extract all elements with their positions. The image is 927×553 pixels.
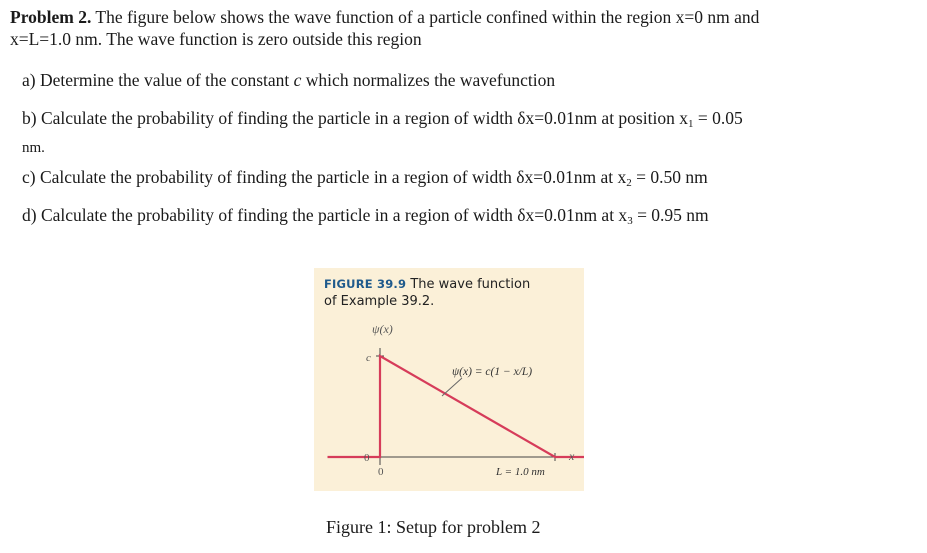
problem-text-2: x=L=1.0 nm. The wave function is zero outside this region: [10, 29, 422, 49]
x-tick-zero: 0: [378, 466, 384, 478]
part-b-value: = 0.05: [693, 108, 743, 128]
part-c-value: = 0.50 nm: [631, 167, 708, 187]
y-tick-c: c: [366, 352, 371, 364]
part-a-suffix: which normalizes the wavefunction: [301, 70, 556, 90]
formula-pointer: [442, 378, 462, 396]
figure-caption: Figure 1: Setup for problem 2: [326, 517, 541, 537]
part-c-sub: 2: [626, 177, 632, 189]
wave-formula: ψ(x) = c(1 − x/L): [452, 366, 533, 378]
part-b: [22, 107, 902, 159]
figure-title: The wave function: [410, 277, 531, 292]
figure-panel: [314, 268, 584, 491]
part-a-prefix: a) Determine the value of the constant: [22, 70, 294, 90]
problem-statement: [10, 6, 915, 50]
wave-function-plot: [314, 268, 584, 491]
y-axis-label: ψ(x): [372, 322, 393, 336]
part-c-text: c) Calculate the probability of finding the particle in a region of width δx=0.01nm at x: [22, 167, 627, 187]
part-a-var: c: [293, 70, 302, 90]
figure-title-2: of Example 39.2.: [324, 294, 435, 309]
problem-text-1: The figure below shows the wave function of a particle confined within the region x=0 nm and: [91, 7, 760, 27]
part-d-value: = 0.95 nm: [632, 205, 709, 225]
part-d-sub: 3: [627, 215, 633, 227]
part-b-unit: nm.: [22, 140, 45, 156]
part-d-text: d) Calculate the probability of finding the particle in a region of width δx=0.01nm at x: [22, 205, 628, 225]
part-d: [22, 204, 902, 232]
part-c: [22, 166, 902, 194]
figure-label: FIGURE 39.9: [324, 277, 407, 291]
part-b-sub: 1: [687, 118, 694, 130]
x-tick-L: L = 1.0 nm: [496, 466, 545, 478]
part-b-text: b) Calculate the probability of finding the particle in a region of width δx=0.01nm at position x: [22, 108, 688, 128]
x-axis-label: x: [569, 449, 575, 463]
problem-label: Problem 2.: [10, 7, 92, 27]
part-a: [22, 69, 902, 91]
y-tick-zero: 0: [364, 452, 370, 464]
